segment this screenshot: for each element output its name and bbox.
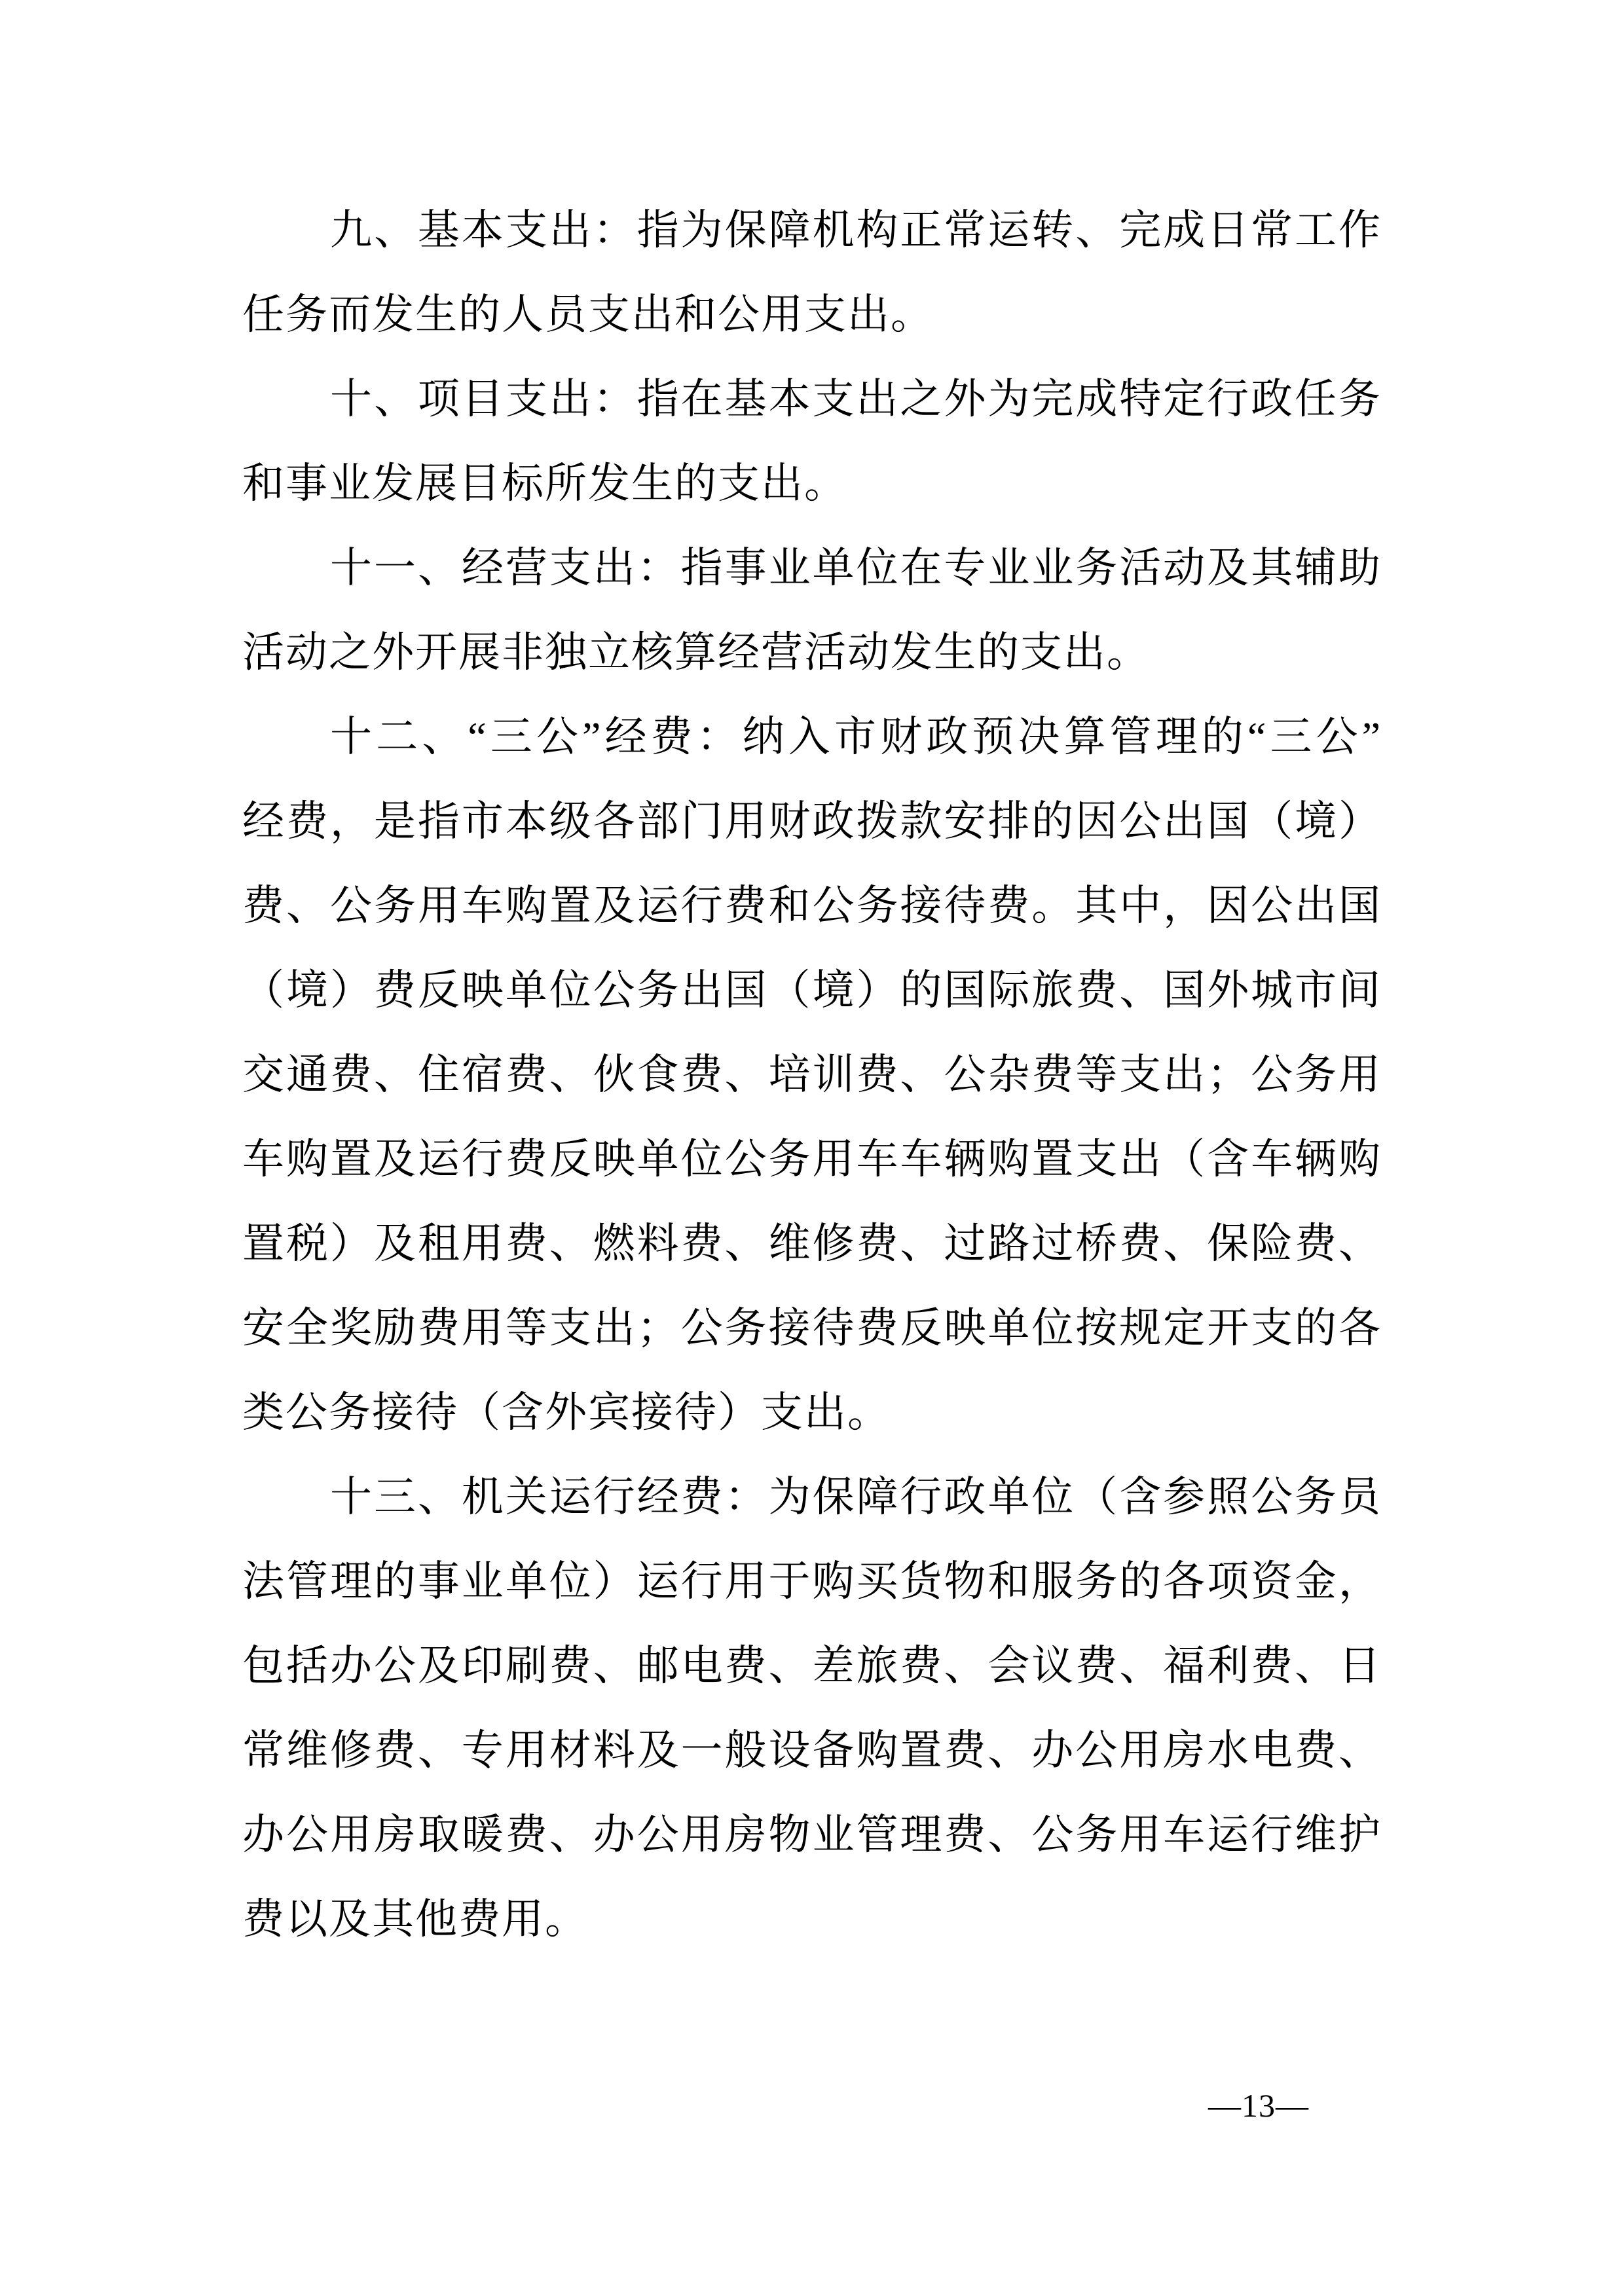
text-line: 九、基本支出：指为保障机构正常运转、完成日常工作	[330, 207, 1382, 253]
text-line: 置税）及租用费、燃料费、维修费、过路过桥费、保险费、	[242, 1220, 1382, 1267]
paragraph	[242, 695, 1382, 1455]
text-line: 办公用房取暖费、办公用房物业管理费、公务用车运行维护	[242, 1812, 1382, 1858]
paragraph	[242, 357, 1382, 526]
text-line: 和事业发展目标所发生的支出。	[242, 460, 847, 507]
text-line: 十、项目支出：指在基本支出之外为完成特定行政任务	[330, 376, 1382, 422]
text-line: 交通费、住宿费、伙食费、培训费、公杂费等支出；公务用	[242, 1051, 1382, 1098]
page-number: —13—	[1208, 2087, 1309, 2124]
paragraph	[242, 526, 1382, 695]
text-line: （境）费反映单位公务出国（境）的国际旅费、国外城市间	[242, 967, 1382, 1013]
text-line: 类公务接待（含外宾接待）支出。	[242, 1389, 891, 1436]
paragraph	[242, 1455, 1382, 1961]
paragraph	[242, 188, 1382, 357]
text-line: 常维修费、专用材料及一般设备购置费、办公用房水电费、	[242, 1727, 1382, 1774]
text-line: 十二、“三公”经费：纳入市财政预决算管理的“三公”	[330, 714, 1382, 760]
text-line: 费、公务用车购置及运行费和公务接待费。其中，因公出国	[242, 883, 1382, 929]
text-line: 车购置及运行费反映单位公务用车车辆购置支出（含车辆购	[242, 1136, 1382, 1182]
text-line: 十一、经营支出：指事业单位在专业业务活动及其辅助	[330, 545, 1382, 591]
text-line: 包括办公及印刷费、邮电费、差旅费、会议费、福利费、日	[242, 1643, 1382, 1689]
text-line: 安全奖励费用等支出；公务接待费反映单位按规定开支的各	[242, 1305, 1382, 1351]
text-line: 活动之外开展非独立核算经营活动发生的支出。	[242, 629, 1150, 676]
text-line: 十三、机关运行经费：为保障行政单位（含参照公务员	[330, 1474, 1382, 1520]
text-line: 费以及其他费用。	[242, 1896, 588, 1942]
text-line: 经费，是指市本级各部门用财政拨款安排的因公出国（境）	[242, 798, 1382, 845]
document-body	[242, 188, 1382, 1961]
text-line: 任务而发生的人员支出和公用支出。	[242, 291, 934, 338]
text-line: 法管理的事业单位）运行用于购买货物和服务的各项资金，	[242, 1558, 1382, 1605]
